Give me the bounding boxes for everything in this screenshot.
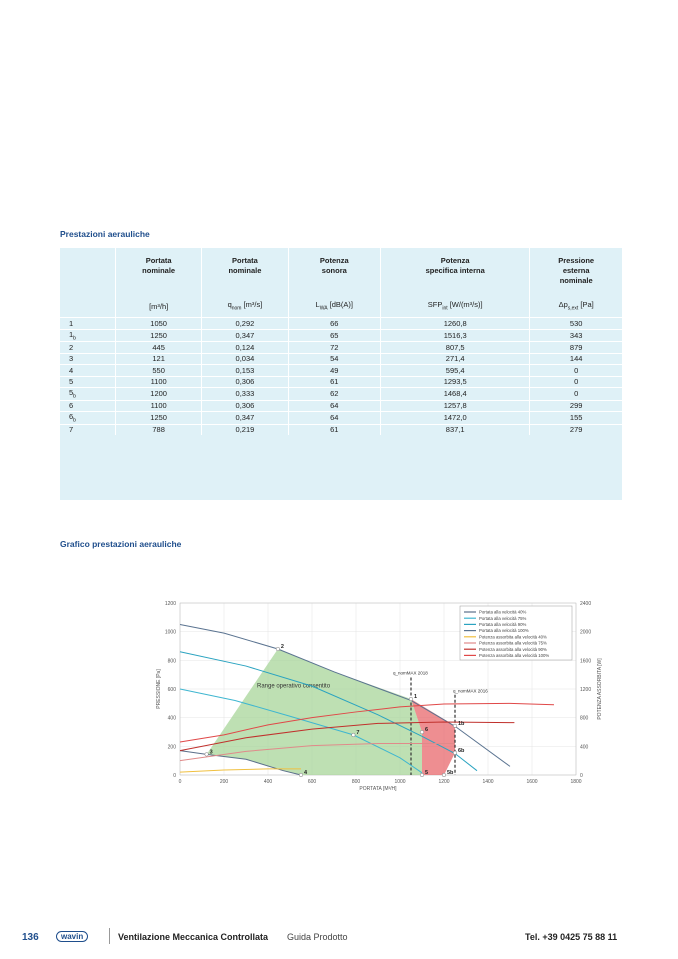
wavin-logo: wavin <box>56 931 88 942</box>
legend-label: Potenza assorbita alla velocità 40% <box>479 634 547 640</box>
unit-cell: [m³/h] <box>116 295 202 318</box>
table-cell: 1250 <box>116 329 202 342</box>
table-cell: 1100 <box>116 400 202 412</box>
x-tick-label: 1800 <box>570 779 582 785</box>
table-cell: 0,306 <box>202 400 288 412</box>
point-label: 5 <box>425 770 429 776</box>
footer-title: Ventilazione Meccanica Controllata <box>118 932 269 942</box>
point-label: 1b <box>458 720 465 727</box>
section-title-performance: Prestazioni aerauliche <box>60 229 150 239</box>
table-cell: 1260,8 <box>381 318 530 330</box>
y-tick-label: 1000 <box>164 629 176 636</box>
y2-tick-label: 1200 <box>580 687 592 693</box>
legend-label: Potenza assorbita alla velocità 100% <box>479 653 550 658</box>
y2-tick-label: 1600 <box>580 658 592 665</box>
y2-tick-label: 2000 <box>580 629 592 636</box>
table-cell: 837,1 <box>381 424 530 435</box>
page-number: 136 <box>22 932 39 943</box>
y2-tick-label: 800 <box>580 715 589 722</box>
table-row <box>60 400 622 412</box>
y2-tick-label: 400 <box>580 744 589 751</box>
table-cell: 1293,5 <box>381 376 530 388</box>
legend-label: Portata alla velocità 90% <box>479 622 527 627</box>
data-point <box>409 697 413 701</box>
table-cell: 1516,3 <box>381 329 530 342</box>
x-tick-label: 200 <box>219 779 229 785</box>
table-cell: 61 <box>288 376 380 388</box>
row-index: $1_b$ <box>60 329 116 342</box>
performance-table <box>60 248 622 500</box>
y2-tick-label: 0 <box>580 773 583 779</box>
operating-range-region <box>207 649 422 775</box>
footer-subtitle: Guida Prodotto <box>287 932 348 942</box>
table-row <box>60 329 622 342</box>
row-index: $5_b$ <box>60 388 116 401</box>
row-index: 3 <box>60 353 116 365</box>
data-point <box>276 647 280 651</box>
unit-cell: $L_{WA}$ [dB(A)] <box>288 295 380 318</box>
table-cell: 1257,8 <box>381 400 530 412</box>
table-cell: 788 <box>116 424 202 435</box>
table-cell: 65 <box>288 329 380 342</box>
y-tick-label: 200 <box>167 744 176 751</box>
table-cell: 1200 <box>116 388 202 401</box>
column-header <box>60 248 116 295</box>
x-axis-label: PORTATA [M³/H] <box>359 786 397 792</box>
table-cell: 66 <box>288 318 380 330</box>
legend-label: Portata alla velocità 75% <box>479 615 527 621</box>
table-cell: 550 <box>116 365 202 377</box>
table-cell: 1100 <box>116 376 202 388</box>
column-header: Potenza specifica interna <box>381 248 530 295</box>
row-index: 4 <box>60 365 116 377</box>
table-cell: 1050 <box>116 318 202 330</box>
table-row <box>60 318 622 330</box>
table-cell: 121 <box>116 353 202 365</box>
y-tick-label: 400 <box>167 715 176 722</box>
data-point <box>420 773 424 777</box>
table-cell: 1250 <box>116 412 202 425</box>
point-label: 3 <box>209 749 213 756</box>
region-label: Range operativo consentito <box>257 683 331 690</box>
table-row <box>60 412 622 425</box>
row-index: $6_b$ <box>60 412 116 425</box>
point-label: 5b <box>447 770 454 776</box>
unit-cell <box>60 295 116 318</box>
y-tick-label: 800 <box>167 658 176 665</box>
table-cell: 62 <box>288 388 380 401</box>
table-cell: 64 <box>288 400 380 412</box>
table-row <box>60 388 622 401</box>
table-row <box>60 424 622 435</box>
table-cell: 0,347 <box>202 329 288 342</box>
row-index: 7 <box>60 424 116 435</box>
column-header: Portata nominale <box>116 248 202 295</box>
table-cell: 343 <box>530 329 622 342</box>
legend-label: Portata alla velocità 100% <box>479 628 529 634</box>
table-cell: 0 <box>530 365 622 377</box>
data-point <box>453 751 457 755</box>
row-index: 1 <box>60 318 116 330</box>
table-cell: 72 <box>288 342 380 354</box>
table-row <box>60 376 622 388</box>
table-row <box>60 342 622 354</box>
point-label: 1 <box>414 694 418 701</box>
x-tick-label: 1600 <box>526 779 538 785</box>
table-cell: 0,292 <box>202 318 288 330</box>
row-index: 6 <box>60 400 116 412</box>
table-cell: 144 <box>530 353 622 365</box>
table-cell: 0,034 <box>202 353 288 365</box>
data-point <box>299 773 303 777</box>
table-cell: 0,306 <box>202 376 288 388</box>
table-cell: 879 <box>530 342 622 354</box>
x-tick-label: 400 <box>263 779 273 785</box>
table-cell: 49 <box>288 365 380 377</box>
data-point <box>205 753 209 757</box>
legend-label: Potenza assorbita alla velocità 90% <box>479 646 547 652</box>
table-cell: 155 <box>530 412 622 425</box>
point-label: 6 <box>425 727 429 734</box>
point-label: 2 <box>280 644 284 651</box>
y-tick-label: 600 <box>167 687 176 693</box>
unit-cell: $q_{nom}$ [m³/s] <box>202 295 288 318</box>
x-tick-label: 600 <box>307 779 317 785</box>
table-row <box>60 353 622 365</box>
point-label: 4 <box>304 770 308 776</box>
y2-axis-label: POTENZA ASSORBITA [W] <box>597 658 603 720</box>
y2-tick-label: 2400 <box>580 601 592 607</box>
column-header: Potenza sonora <box>288 248 380 295</box>
table-cell: 0 <box>530 388 622 401</box>
divider <box>109 928 110 944</box>
table-cell: 0,333 <box>202 388 288 401</box>
table-cell: 0 <box>530 376 622 388</box>
section-title-chart: Grafico prestazioni aerauliche <box>60 539 182 549</box>
table-cell: 807,5 <box>381 342 530 354</box>
row-index: 5 <box>60 376 116 388</box>
table-cell: 0,124 <box>202 342 288 354</box>
x-tick-label: 0 <box>178 779 182 785</box>
column-header: Pressione esterna nominale <box>530 248 622 295</box>
x-tick-label: 1400 <box>482 779 494 785</box>
table-row <box>60 365 622 377</box>
data-point <box>442 773 446 777</box>
limit-label: q_nomMAX 2018 <box>393 670 428 676</box>
table-cell: 445 <box>116 342 202 354</box>
table-cell: 61 <box>288 424 380 435</box>
point-label: 7 <box>356 730 360 737</box>
y-axis-label: PRESSIONE [Pa] <box>156 669 162 709</box>
x-tick-label: 1000 <box>394 779 406 785</box>
table-cell: 279 <box>530 424 622 435</box>
column-header: Portata nominale <box>202 248 288 295</box>
point-label: 6b <box>458 747 465 754</box>
x-tick-label: 1200 <box>438 779 450 785</box>
table-cell: 530 <box>530 318 622 330</box>
table-cell: 0,347 <box>202 412 288 425</box>
row-index: 2 <box>60 342 116 354</box>
legend-label: Potenza assorbita alla velocità 75% <box>479 640 547 646</box>
y-tick-label: 0 <box>173 773 176 779</box>
table-cell: 299 <box>530 400 622 412</box>
limit-label: q_nomMAX 2016 <box>453 688 488 694</box>
x-tick-label: 800 <box>351 779 361 785</box>
table-cell: 271,4 <box>381 353 530 365</box>
performance-chart <box>150 596 603 801</box>
table-cell: 1468,4 <box>381 388 530 401</box>
legend-label: Portata alla velocità 40% <box>479 609 527 615</box>
table-cell: 1472,0 <box>381 412 530 425</box>
unit-cell: $SFP_{int}$ [W/(m³/s)] <box>381 295 530 318</box>
table-cell: 0,153 <box>202 365 288 377</box>
table-cell: 54 <box>288 353 380 365</box>
unit-cell: $\Delta p_{s,ext}$ [Pa] <box>530 295 622 318</box>
footer-phone: Tel. +39 0425 75 88 11 <box>525 932 618 942</box>
y-tick-label: 1200 <box>164 601 176 607</box>
data-point <box>420 730 424 734</box>
table-cell: 0,219 <box>202 424 288 435</box>
data-point <box>352 733 356 737</box>
table-cell: 64 <box>288 412 380 425</box>
data-point <box>453 724 457 728</box>
table-cell: 595,4 <box>381 365 530 377</box>
